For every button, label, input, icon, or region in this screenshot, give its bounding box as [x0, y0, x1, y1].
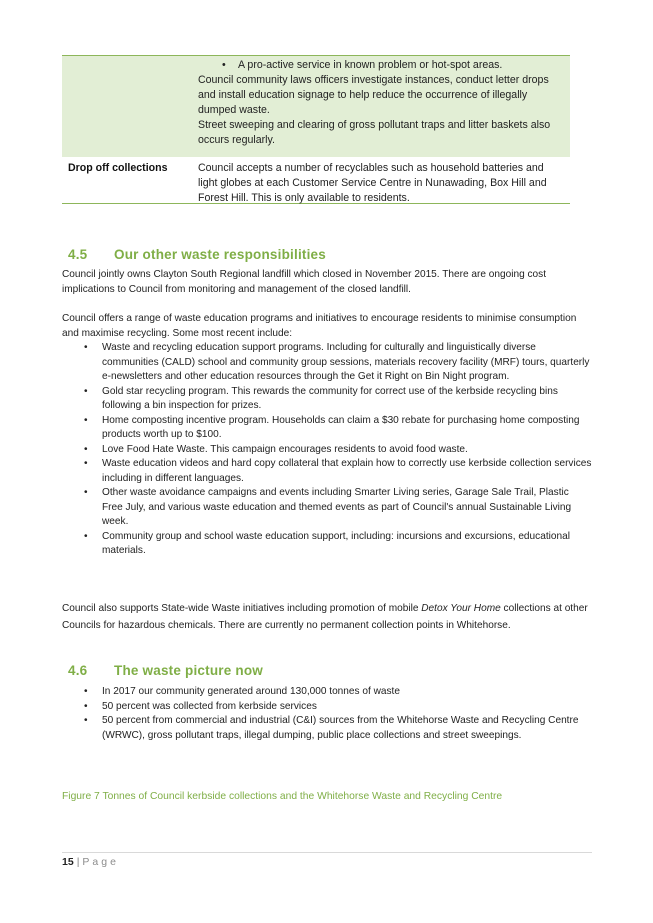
list-item: • Other waste avoidance campaigns and events including Smarter Living series, Garage Sale Trail, Plastic Free July, and various waste education and themed events as part of Council's annual Sustainable Living week.	[62, 486, 592, 530]
waste-facts-list	[62, 685, 592, 743]
section-number: 4.6	[68, 663, 88, 678]
table-cell	[198, 58, 564, 148]
page-footer	[62, 856, 119, 868]
paragraph: Council offers a range of waste education programs and initiatives to encourage residents to minimise consumption and maximise recycling. Some most recent include:	[62, 313, 577, 339]
list-item: • 50 percent was collected from kerbside services	[62, 700, 592, 715]
section-heading	[68, 663, 263, 678]
section-heading	[68, 247, 326, 262]
footer-divider	[62, 852, 592, 853]
paragraph: Council jointly owns Clayton South Regional landfill which closed in November 2015. There are ongoing cost implications to Council from monitoring and management of the closed landfill.	[62, 269, 547, 295]
footer-separator: |	[76, 856, 80, 868]
cell-text: Council community laws officers investigate instances, conduct letter drops and install education signage to help reduce the occurrence of illegally dumped waste.	[198, 74, 549, 116]
list-item: • Waste and recycling education support programs. Including for culturally and linguistically diverse communities (CALD) school and community group sessions, materials recovery facility (MRF) tours, quarterly e-newsletters and other education resources through the Get it Right on Bin Night program.	[62, 341, 592, 385]
list-item: • 50 percent from commercial and industrial (C&I) sources from the Whitehorse Waste and Recycling Centre (WRWC), gross pollutant traps, illegal dumping, public place collections and street sweepings.	[62, 714, 592, 743]
cell-text: Street sweeping and clearing of gross pollutant traps and litter baskets also occurs regularly.	[198, 119, 551, 146]
list-item: • Love Food Hate Waste. This campaign encourages residents to avoid food waste.	[62, 443, 592, 458]
table-cell: Council accepts a number of recyclables such as household batteries and light globes at each Customer Service Centre in Nunawading, Box Hill and Forest Hill. This is only available to residents.	[198, 162, 547, 204]
section-number: 4.5	[68, 247, 88, 262]
paragraph	[62, 600, 592, 634]
list-item: • Gold star recycling program. This rewards the community for correct use of the kerbside recycling bins following a bin inspection for prizes.	[62, 385, 592, 414]
services-table	[62, 55, 570, 204]
list-item: • In 2017 our community generated around 130,000 tonnes of waste	[62, 685, 592, 700]
italic-text: Detox Your Home	[421, 603, 501, 614]
education-programs-list	[62, 341, 592, 559]
text-run: Council also supports State-wide Waste initiatives including promotion of mobile	[62, 603, 422, 614]
section-title: The waste picture now	[114, 663, 263, 678]
page-word: Page	[82, 856, 119, 868]
page-number: 15	[62, 856, 74, 868]
row-label: Drop off collections	[68, 162, 168, 174]
list-item: • Community group and school waste education support, including: incursions and excursions, educational materials.	[62, 530, 592, 559]
text-run: collections at other Councils for hazardous chemicals. There are currently no permanent collection points in Whitehorse.	[62, 603, 588, 631]
table-row	[62, 157, 570, 204]
list-item: • Waste education videos and hard copy collateral that explain how to correctly use kerbside collection services including in different languages.	[62, 457, 592, 486]
list-item: • Home composting incentive program. Households can claim a $30 rebate for purchasing home composting products worth up to $100.	[62, 414, 592, 443]
cell-bullet: • A pro-active service in known problem or hot-spot areas.	[198, 58, 564, 73]
figure-caption: Figure 7 Tonnes of Council kerbside collections and the Whitehorse Waste and Recycling Centre	[62, 791, 503, 802]
table-row	[62, 55, 570, 157]
section-title: Our other waste responsibilities	[114, 247, 326, 262]
